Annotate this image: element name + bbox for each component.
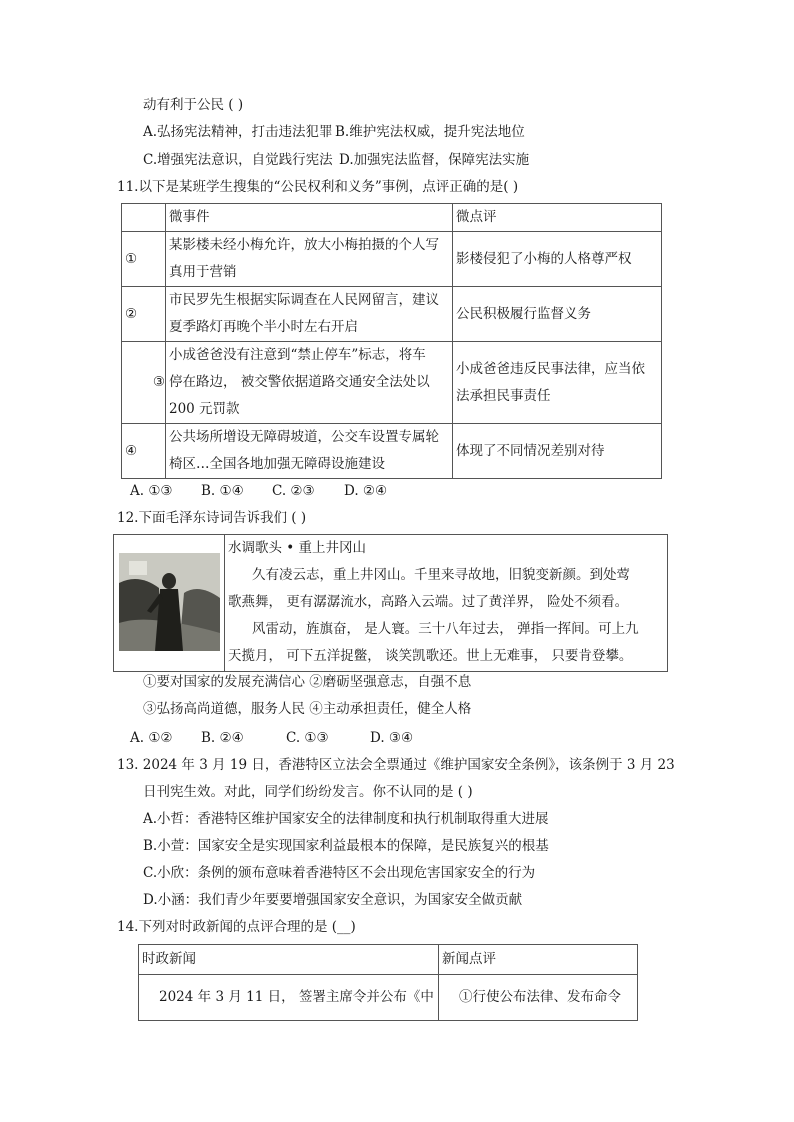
table-row bbox=[122, 232, 662, 287]
table-row bbox=[122, 424, 662, 479]
table-row bbox=[139, 975, 638, 1021]
q14-header-comment: 新闻点评 bbox=[439, 945, 638, 975]
q11-row4-event-line1: 公共场所增设无障碍坡道，公交车设置专属轮 bbox=[169, 429, 439, 445]
table-row bbox=[122, 342, 662, 424]
q12-option-c: C. ①③ bbox=[286, 730, 329, 746]
q12-option-d: D. ③④ bbox=[370, 730, 414, 746]
mao-figure-icon bbox=[119, 553, 220, 651]
q11-row4-comment: 体现了不同情况差别对待 bbox=[453, 424, 662, 479]
q14-row1-news: 2024 年 3 月 11 日， 签署主席令并公布《中 bbox=[139, 975, 439, 1021]
table-row bbox=[122, 287, 662, 342]
q11-row1-event-line2: 真用于营销 bbox=[169, 264, 237, 280]
q12-poem-line3: 风雷动，旌旗奋， 是人寰。三十八年过去， 弹指一挥间。可上九 bbox=[252, 621, 639, 637]
q11-row3-num: ③ bbox=[122, 342, 166, 424]
q11-row4-num: ④ bbox=[122, 424, 166, 479]
q12-statement-2: ③弘扬高尚道德，服务人民 ④主动承担责任，健全人格 bbox=[143, 701, 472, 717]
q11-row3-comment-line2: 法承担民事责任 bbox=[456, 387, 551, 404]
q10-option-a: A.弘扬宪法精神，打击违法犯罪 bbox=[143, 124, 333, 140]
q12-poem-line2: 歌燕舞， 更有潺潺流水，高路入云端。过了黄洋界， 险处不须看。 bbox=[228, 594, 629, 610]
q14-table bbox=[138, 944, 638, 1021]
q11-row1-event-line1: 某影楼未经小梅允许，放大小梅拍摄的个人写 bbox=[169, 237, 439, 253]
q13-option-d: D.小涵：我们青少年要要增强国家安全意识，为国家安全做贡献 bbox=[143, 892, 523, 908]
q14-header-news: 时政新闻 bbox=[139, 945, 439, 975]
q11-header-comment: 微点评 bbox=[453, 204, 662, 232]
q11-row3-comment-line1: 小成爸爸违反民事法律，应当依 bbox=[456, 360, 645, 377]
table-row bbox=[139, 945, 638, 975]
q10-option-b: B.维护宪法权威，提升宪法地位 bbox=[335, 124, 525, 140]
q11-option-c: C. ②③ bbox=[272, 483, 315, 499]
q11-row2-event-line2: 夏季路灯再晚个半小时左右开启 bbox=[169, 319, 358, 335]
q12-option-a: A. ①② bbox=[130, 730, 173, 746]
q12-poem-title: 水调歌头 • 重上井冈山 bbox=[228, 540, 367, 556]
q12-poem-line4: 天揽月， 可下五洋捉鳖， 谈笑凯歌还。世上无难事， 只要肯登攀。 bbox=[228, 648, 633, 664]
q13-stem-line1: 13. 2024 年 3 月 19 日，香港特区立法会全票通过《维护国家安全条例》，该条例于 3 月 23 bbox=[117, 757, 675, 773]
mao-photo bbox=[119, 553, 220, 651]
q11-row1-num: ① bbox=[122, 232, 166, 287]
q11-table bbox=[121, 203, 662, 479]
q13-option-b: B.小萱：国家安全是实现国家利益最根本的保障，是民族复兴的根基 bbox=[143, 838, 549, 854]
q11-header-event: 微事件 bbox=[166, 204, 453, 232]
q12-poem-line1: 久有凌云志，重上井冈山。千里来寻故地，旧貌变新颜。到处莺 bbox=[252, 567, 630, 583]
q11-row1-comment: 影楼侵犯了小梅的人格尊严权 bbox=[453, 232, 662, 287]
q13-option-a: A.小哲：香港特区维护国家安全的法律制度和执行机制取得重大进展 bbox=[143, 811, 549, 827]
q13-stem-line2: 日刊宪生效。对此，同学们纷纷发言。你不认同的是 ( ) bbox=[143, 784, 473, 800]
q11-stem: 11.以下是某班学生搜集的“公民权利和义务”事例，点评正确的是( ) bbox=[117, 179, 519, 195]
q10-stem-end: 动有利于公民 ( ) bbox=[143, 97, 244, 113]
q11-row3-event-line1: 小成爸爸没有注意到“禁止停车”标志，将车 bbox=[169, 347, 426, 363]
q11-option-a: A. ①③ bbox=[130, 483, 173, 499]
q10-option-d: D.加强宪法监督，保障宪法实施 bbox=[339, 152, 530, 168]
table-row bbox=[122, 204, 662, 232]
q12-poem-box bbox=[113, 534, 668, 672]
q11-row3-event-line3: 200 元罚款 bbox=[169, 401, 240, 417]
q11-row2-event-line1: 市民罗先生根据实际调查在人民网留言，建议 bbox=[169, 292, 439, 308]
q14-row1-comment: ①行使公布法律、发布命令 bbox=[439, 975, 638, 1021]
q11-option-d: D. ②④ bbox=[344, 483, 388, 499]
q11-row2-num: ② bbox=[122, 287, 166, 342]
q10-option-c: C.增强宪法意识，自觉践行宪法 bbox=[143, 152, 333, 168]
q11-row3-event-line2: 停在路边， 被交警依据道路交通安全法处以 bbox=[169, 374, 430, 390]
q11-row2-comment: 公民积极履行监督义务 bbox=[453, 287, 662, 342]
q11-row4-event-line2: 椅区…全国各地加强无障碍设施建设 bbox=[169, 456, 385, 472]
q14-stem: 14.下列对时政新闻的点评合理的是 (__) bbox=[117, 919, 356, 935]
q12-stem: 12.下面毛泽东诗词告诉我们 ( ) bbox=[117, 510, 307, 526]
q11-option-b: B. ①④ bbox=[201, 483, 244, 499]
q12-option-b: B. ②④ bbox=[201, 730, 244, 746]
q13-option-c: C.小欣：条例的颁布意味着香港特区不会出现危害国家安全的行为 bbox=[143, 865, 536, 881]
q12-statement-1: ①要对国家的发展充满信心 ②磨砺坚强意志，自强不息 bbox=[143, 674, 472, 690]
